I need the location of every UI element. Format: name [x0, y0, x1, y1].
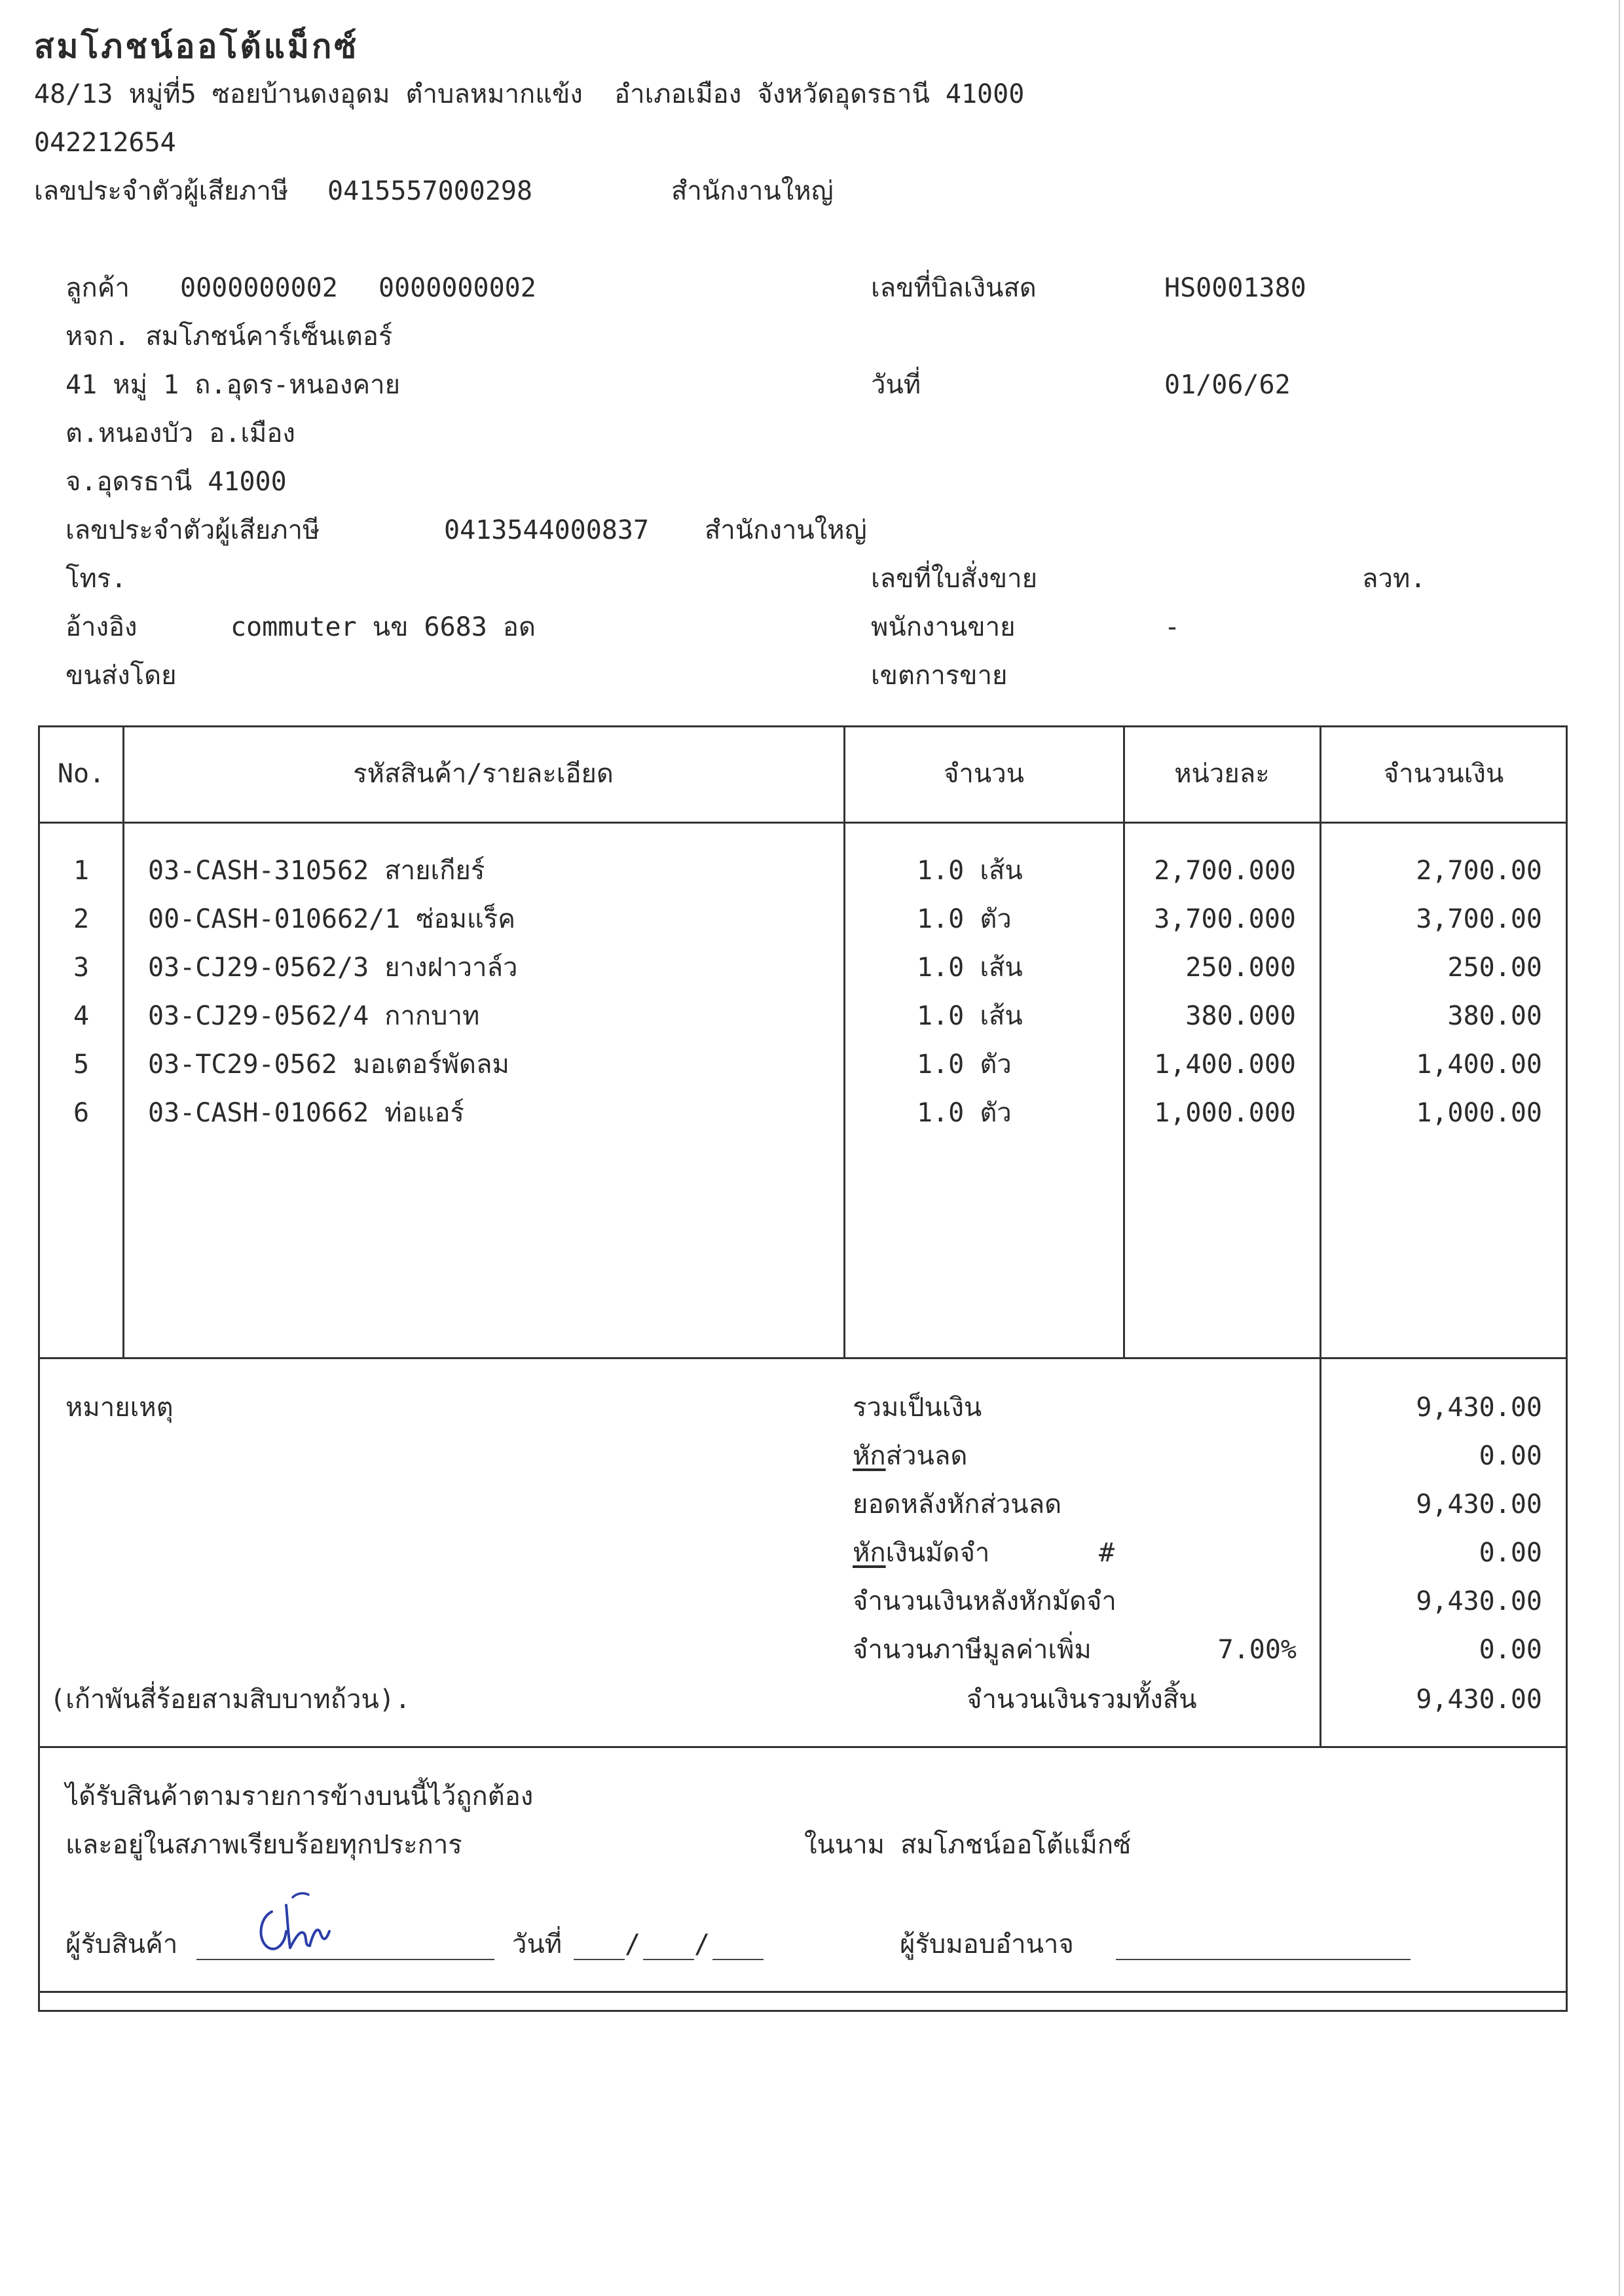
authorized-signature-line [1116, 1959, 1411, 1960]
company-tax-id: 0415557000298 [327, 176, 533, 206]
row-amount: 2,700.00 [1416, 856, 1542, 886]
row-unit-price: 2,700.000 [1154, 856, 1296, 886]
vat-rate: 7.00% [1217, 1635, 1297, 1665]
header-amount: จำนวนเงิน [1383, 759, 1504, 789]
after-discount-label: ยอดหลังหักส่วนลด [853, 1489, 1062, 1520]
receive-date-slash-1: / [625, 1929, 641, 1959]
row-unit-price: 250.000 [1185, 953, 1296, 983]
discount-prefix: หัก [853, 1441, 886, 1471]
on-behalf-of: ในนาม สมโภชน์ออโต้แม็กซ์ [804, 1830, 1132, 1860]
row-description: 03-TC29-0562 มอเตอร์พัดลม [148, 1049, 509, 1080]
row-amount: 3,700.00 [1416, 904, 1542, 934]
row-amount: 1,000.00 [1416, 1098, 1542, 1128]
table-header-divider [38, 822, 1568, 824]
deposit-label-row [853, 1540, 989, 1566]
row-quantity: 1.0 ตัว [917, 1049, 1012, 1080]
handwritten-signature [252, 1886, 350, 1958]
sales-order-ref: ลวท. [1362, 564, 1426, 594]
sales-area-label: เขตการขาย [871, 661, 1008, 691]
deposit-hash: # [1099, 1538, 1115, 1568]
col-divider-qty [1123, 725, 1125, 1358]
customer-code-1: 0000000002 [180, 273, 338, 303]
row-description: 03-CASH-310562 สายเกียร์ [148, 856, 485, 886]
after-discount-value: 9,430.00 [1416, 1489, 1542, 1520]
row-description: 00-CASH-010662/1 ซ่อมแร็ค [148, 904, 515, 934]
header-unit-price: หน่วยละ [1174, 759, 1270, 789]
subtotal-label: รวมเป็นเงิน [853, 1393, 982, 1423]
customer-phone-label: โทร. [65, 564, 127, 594]
row-description: 03-CJ29-0562/3 ยางฝาวาล์ว [148, 953, 518, 983]
header-description: รหัสสินค้า/รายละเอียด [353, 759, 614, 789]
reference-value: commuter นข 6683 อด [231, 612, 536, 642]
company-tax-label: เลขประจำตัวผู้เสียภาษี [34, 176, 289, 206]
bill-number-label: เลขที่บิลเงินสด [871, 273, 1037, 303]
reference-label: อ้างอิง [65, 612, 138, 642]
receiver-label: ผู้รับสินค้า [65, 1929, 178, 1959]
after-deposit-label: จำนวนเงินหลังหักมัดจำ [853, 1586, 1116, 1616]
row-unit-price: 1,400.000 [1154, 1049, 1296, 1080]
row-no: 4 [73, 1001, 90, 1031]
deposit-label: เงินมัดจำ [885, 1538, 990, 1568]
after-deposit-value: 9,430.00 [1416, 1586, 1542, 1616]
company-name: สมโภชน์ออโต้แม็กซ์ [34, 27, 360, 65]
discount-label-row [853, 1443, 967, 1469]
salesperson-label: พนักงานขาย [871, 612, 1016, 642]
company-phone: 042212654 [34, 128, 176, 158]
company-address: 48/13 หมู่ที่5 ซอยบ้านดงอุดม ตำบลหมากแข้ง อำเภอเมือง จังหวัดอุดรธานี 41000 [34, 79, 1025, 109]
row-quantity: 1.0 เส้น [917, 856, 1023, 886]
header-no: No. [57, 759, 105, 789]
receive-date-label: วันที่ [512, 1929, 563, 1959]
row-no: 6 [73, 1098, 90, 1128]
discount-value: 0.00 [1479, 1441, 1542, 1471]
customer-label: ลูกค้า [65, 273, 130, 303]
discount-label: ส่วนลด [885, 1441, 968, 1471]
salesperson-value: - [1164, 612, 1181, 642]
row-amount: 250.00 [1447, 953, 1542, 983]
authorized-person-label: ผู้รับมอบอำนาจ [900, 1929, 1074, 1959]
received-statement-1: ได้รับสินค้าตามรายการข้างบนนี้ไว้ถูกต้อง [65, 1781, 534, 1812]
vat-value: 0.00 [1479, 1635, 1542, 1665]
row-amount: 1,400.00 [1416, 1049, 1542, 1080]
page-edge-shadow [1619, 0, 1620, 2296]
row-quantity: 1.0 ตัว [917, 904, 1012, 934]
row-quantity: 1.0 เส้น [917, 1001, 1023, 1031]
customer-name: หจก. สมโภชน์คาร์เซ็นเตอร์ [65, 321, 393, 352]
row-no: 1 [73, 856, 90, 886]
company-branch: สำนักงานใหญ่ [671, 176, 834, 206]
row-quantity: 1.0 ตัว [917, 1098, 1012, 1128]
remark-label: หมายเหตุ [65, 1393, 174, 1423]
receive-date-slash-2: / [694, 1929, 710, 1959]
row-quantity: 1.0 เส้น [917, 953, 1023, 983]
sales-order-label: เลขที่ใบสั่งขาย [871, 564, 1038, 594]
bill-number: HS0001380 [1164, 273, 1306, 303]
row-description: 03-CASH-010662 ท่อแอร์ [148, 1098, 464, 1128]
customer-branch: สำนักงานใหญ่ [705, 515, 867, 545]
receive-date-year-line [712, 1959, 764, 1960]
col-divider-desc [843, 725, 845, 1358]
shipping-label: ขนส่งโดย [65, 661, 177, 691]
invoice-date: 01/06/62 [1164, 370, 1291, 400]
grand-total-value: 9,430.00 [1416, 1685, 1542, 1715]
deposit-prefix: หัก [853, 1538, 886, 1568]
table-summary-divider [38, 1357, 1568, 1359]
subtotal-value: 9,430.00 [1416, 1393, 1542, 1423]
customer-address-2: ต.หนองบัว อ.เมือง [65, 418, 295, 448]
deposit-value: 0.00 [1479, 1538, 1542, 1568]
receiver-signature-line [196, 1959, 494, 1960]
row-unit-price: 380.000 [1185, 1001, 1296, 1031]
receive-date-month-line [643, 1959, 694, 1960]
customer-tax-id: 0413544000837 [444, 515, 650, 545]
amount-in-words: (เก้าพันสี่ร้อยสามสิบบาทถ้วน). [50, 1685, 411, 1715]
invoice-date-label: วันที่ [871, 370, 921, 400]
customer-tax-label: เลขประจำตัวผู้เสียภาษี [65, 515, 320, 545]
receive-date-day-line [574, 1959, 625, 1960]
grand-total-label: จำนวนเงินรวมทั้งสิ้น [967, 1685, 1197, 1715]
vat-label: จำนวนภาษีมูลค่าเพิ่ม [853, 1635, 1092, 1665]
row-no: 2 [73, 904, 90, 934]
row-unit-price: 1,000.000 [1154, 1098, 1296, 1128]
row-amount: 380.00 [1447, 1001, 1542, 1031]
row-no: 5 [73, 1049, 90, 1080]
row-no: 3 [73, 953, 90, 983]
customer-address-3: จ.อุดรธานี 41000 [65, 467, 287, 497]
customer-address-1: 41 หมู่ 1 ถ.อุดร-หนองคาย [65, 370, 401, 400]
header-quantity: จำนวน [943, 759, 1025, 789]
customer-code-2: 0000000002 [378, 273, 536, 303]
row-unit-price: 3,700.000 [1154, 904, 1296, 934]
row-description: 03-CJ29-0562/4 กากบาท [148, 1001, 480, 1031]
received-statement-2: และอยู่ในสภาพเรียบร้อยทุกประการ [65, 1830, 462, 1860]
col-divider-no [122, 725, 124, 1358]
